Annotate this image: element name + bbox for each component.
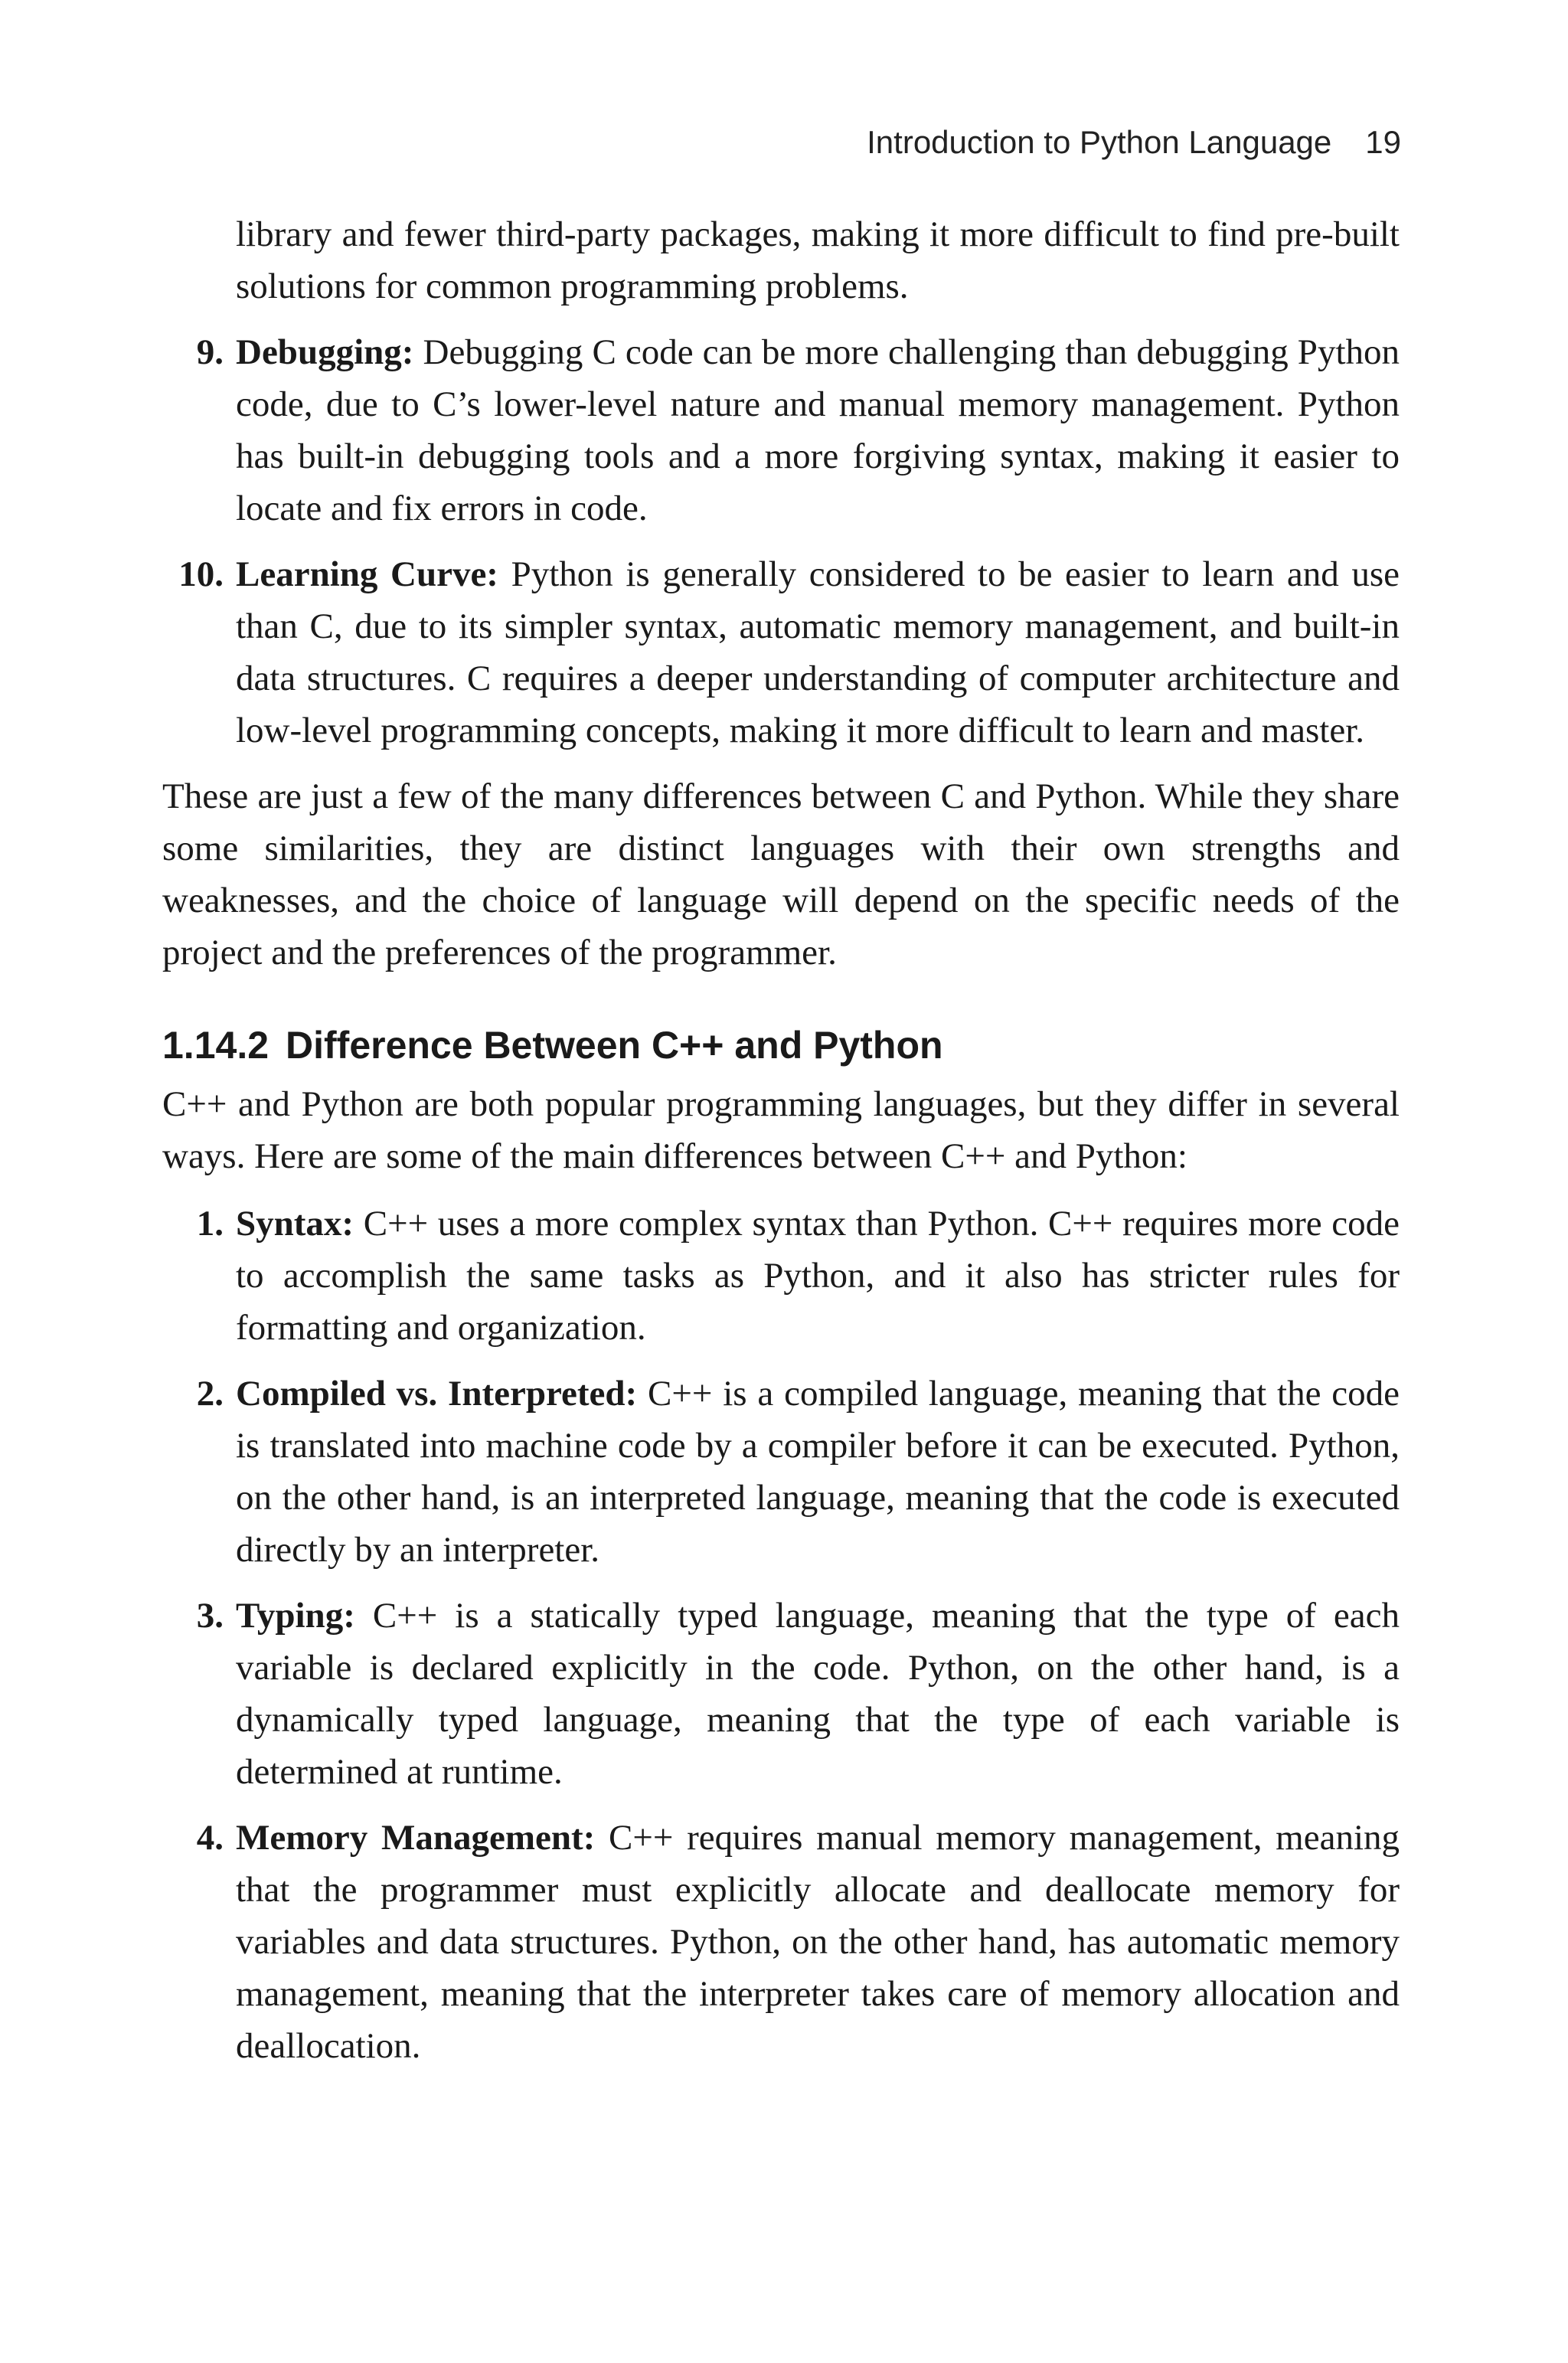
summary-paragraph: These are just a few of the many differences between C and Python. While they share some similarities, they are distinct languages with their own strengths and weaknesses, and the choice of language will depend on the specific needs of the project and the preferences of the programmer. bbox=[162, 776, 1400, 972]
section-heading bbox=[162, 1021, 1400, 1069]
list-item-term: Debugging: bbox=[236, 332, 414, 372]
section-title: Difference Between C++ and Python bbox=[286, 1024, 943, 1067]
list-item-number: 3. bbox=[196, 1596, 224, 1636]
list-item-text: C++ is a compiled language, meaning that the code is translated into machine code by a compiler before it can be executed. Python, on the other hand, is an interpreted language, meaning that the code is executed directly by an interpreter. bbox=[236, 1374, 1400, 1570]
list-item bbox=[162, 1812, 1400, 2072]
section-number: 1.14.2 bbox=[162, 1024, 270, 1067]
list-item-term: Compiled vs. Interpreted: bbox=[236, 1374, 638, 1414]
page-number: 19 bbox=[1365, 124, 1401, 160]
list-item bbox=[162, 548, 1400, 757]
list-item-number: 10. bbox=[178, 554, 224, 594]
list-item bbox=[162, 326, 1400, 534]
c-vs-python-list bbox=[162, 326, 1400, 757]
list-item-text: Debugging C code can be more challenging than debugging Python code, due to C’s lower-level nature and manual memory management. Python has built-in debugging tools and a more forgiving syntax, making it easier to locate and fix errors in code. bbox=[236, 332, 1400, 528]
list-item bbox=[162, 1368, 1400, 1576]
list-item-number: 9. bbox=[196, 332, 224, 372]
list-item-text: C++ requires manual memory management, meaning that the programmer must explicitly allocate and deallocate memory for variables and data structures. Python, on the other hand, has automatic memory management, meaning that the interpreter takes care of memory allocation and deallocation. bbox=[236, 1818, 1400, 2066]
running-header bbox=[867, 123, 1401, 162]
list-item-term: Syntax: bbox=[236, 1204, 354, 1244]
intro-paragraph: C++ and Python are both popular programming languages, but they differ in several ways. Here are some of the main differences between C++ and Python: bbox=[162, 1084, 1400, 1176]
list-item-number: 2. bbox=[196, 1374, 224, 1414]
list-item-term: Learning Curve: bbox=[236, 554, 498, 594]
page-body bbox=[162, 208, 1400, 2072]
list-item-text: C++ is a statically typed language, meaning that the type of each variable is declared explicitly in the code. Python, on the other hand, is a dynamically typed language, meaning that the type of each variable is determined at runtime. bbox=[236, 1596, 1400, 1792]
running-title: Introduction to Python Language bbox=[867, 124, 1332, 160]
continued-list-text: library and fewer third-party packages, making it more difficult to find pre-built solutions for common programming problems. bbox=[236, 214, 1400, 306]
list-item-term: Typing: bbox=[236, 1596, 355, 1636]
list-item-text: C++ uses a more complex syntax than Python. C++ requires more code to accomplish the same tasks as Python, and it also has stricter rules for formatting and organization. bbox=[236, 1204, 1400, 1348]
cpp-vs-python-list bbox=[162, 1198, 1400, 2072]
list-item-number: 4. bbox=[196, 1818, 224, 1858]
list-item bbox=[162, 1590, 1400, 1798]
list-item bbox=[162, 1198, 1400, 1354]
list-item-term: Memory Management: bbox=[236, 1818, 596, 1858]
list-item-text: Python is generally considered to be easier to learn and use than C, due to its simpler syntax, automatic memory management, and built-in data structures. C requires a deeper understanding of computer architecture and low-level programming concepts, making it more difficult to learn and master. bbox=[236, 554, 1400, 750]
list-item-number: 1. bbox=[196, 1204, 224, 1244]
